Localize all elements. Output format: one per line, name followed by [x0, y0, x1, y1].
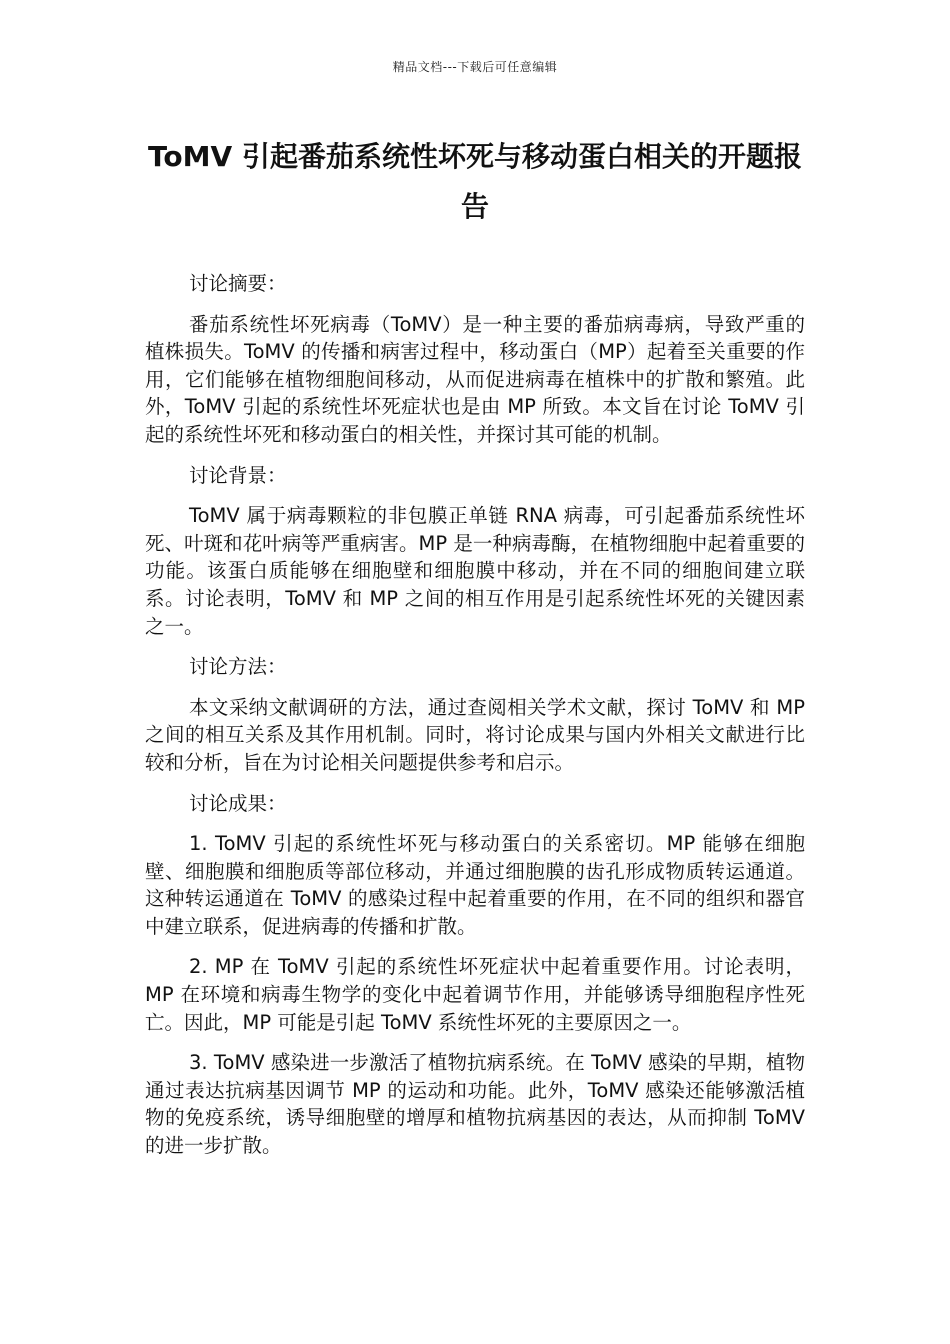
- abstract-paragraph: 番茄系统性坏死病毒（ToMV）是一种主要的番茄病毒病，导致严重的植株损失。ToMV 的传播和病害过程中，移动蛋白（MP）起着至关重要的作用，它们能够在植物细胞间移动，从而促进病毒在植株中的扩散和繁殖。此外，ToMV 引起的系统性坏死症状也是由 MP 所致。本文旨在讨论 ToMV 引起的系统性坏死和移动蛋白的相关性，并探讨其可能的机制。: [145, 312, 805, 446]
- header-note: 精品文档---下载后可任意编辑: [392, 60, 558, 74]
- document-title: ToMV 引起番茄系统性坏死与移动蛋白相关的开题报告: [148, 140, 802, 223]
- results-heading: 讨论成果：: [189, 791, 287, 815]
- result-item-3: 3. ToMV 感染进一步激活了植物抗病系统。在 ToMV 感染的早期，植物通过表达抗病基因调节 MP 的运动和功能。此外，ToMV 感染还能够激活植物的免疫系统，诱导细胞壁的增厚和植物抗病基因的表达，从而抑制 ToMV 的进一步扩散。: [145, 1051, 805, 1158]
- method-paragraph: 本文采纳文献调研的方法，通过查阅相关学术文献，探讨 ToMV 和 MP 之间的相互关系及其作用机制。同时，将讨论成果与国内外相关文献进行比较和分析，旨在为讨论相关问题提供参考和启示。: [145, 695, 805, 774]
- method-heading: 讨论方法：: [189, 655, 287, 679]
- background-paragraph: ToMV 属于病毒颗粒的非包膜正单链 RNA 病毒，可引起番茄系统性坏死、叶斑和花叶病等严重病害。MP 是一种病毒酶，在植物细胞中起着重要的功能。该蛋白质能够在细胞壁和细胞膜中移动，并在不同的细胞间建立联系。讨论表明，ToMV 和 MP 之间的相互作用是引起系统性坏死的关键因素之一。: [145, 504, 805, 638]
- document-body: [145, 268, 805, 1173]
- abstract-heading: 讨论摘要：: [189, 272, 287, 295]
- background-heading: 讨论背景：: [189, 463, 287, 487]
- result-item-2: 2. MP 在 ToMV 引起的系统性坏死症状中起着重要作用。讨论表明，MP 在环境和病毒生物学的变化中起着调节作用，并能够诱导细胞程序性死亡。因此，MP 可能是引起 ToMV 系统性坏死的主要原因之一。: [145, 955, 805, 1034]
- result-item-1: 1. ToMV 引起的系统性坏死与移动蛋白的关系密切。MP 能够在细胞壁、细胞膜和细胞质等部位移动，并通过细胞膜的齿孔形成物质转运通道。这种转运通道在 ToMV 的感染过程中起着重要的作用，在不同的组织和器官中建立联系，促进病毒的传播和扩散。: [145, 832, 805, 938]
